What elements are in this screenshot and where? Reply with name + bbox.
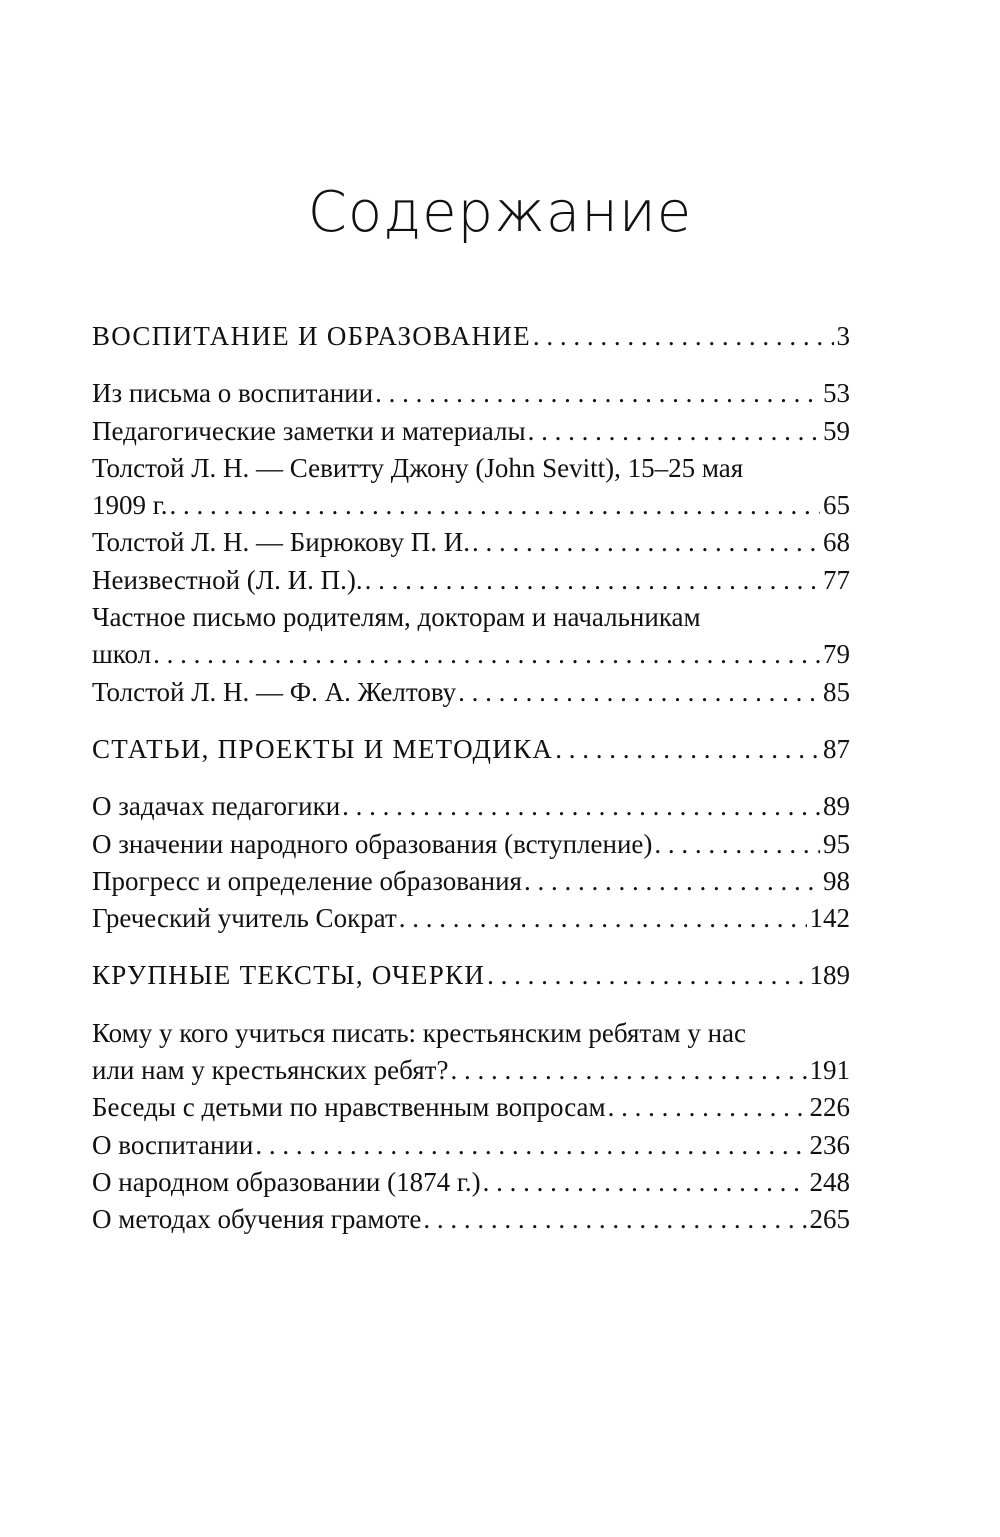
toc-page-number: 142 (809, 903, 850, 934)
toc-entry (92, 900, 850, 937)
dot-leader (533, 318, 834, 355)
toc-page-number: 95 (823, 828, 850, 859)
dot-leader (375, 375, 820, 412)
toc-entry-title: О воспитании (92, 1129, 254, 1160)
dot-leader (450, 1052, 806, 1089)
dot-leader (483, 1164, 807, 1201)
toc-page-number: 65 (823, 490, 850, 521)
toc-page-number: 77 (823, 564, 850, 595)
dot-leader (423, 1201, 806, 1238)
toc-entry-title-line1: Кому у кого учиться писать: крестьянским ребятам у нас (92, 1017, 746, 1048)
toc-page-number: 85 (823, 676, 850, 707)
toc-section (92, 957, 850, 994)
toc-entry (92, 450, 850, 525)
toc-entry-title-line1: Частное письмо родителям, докторам и начальникам (92, 602, 701, 633)
toc-page-number: 265 (809, 1204, 850, 1235)
toc-entry-title: Греческий учитель Сократ (92, 903, 397, 934)
dot-leader (365, 562, 820, 599)
dot-leader (255, 1127, 806, 1164)
dot-leader (458, 674, 820, 711)
toc-entry-title-line2: школ (92, 639, 152, 670)
toc-entry-title: Педагогические заметки и материалы (92, 415, 526, 446)
toc-entry (92, 599, 850, 674)
toc-entry-title: Толстой Л. Н. — Бирюкову П. И. (92, 527, 470, 558)
toc-entry (92, 1164, 850, 1201)
toc-page-number: 3 (836, 321, 850, 351)
toc-entry-title-line1: Толстой Л. Н. — Севитту Джону (John Sevitt), 15–25 мая (92, 452, 744, 483)
dot-leader (528, 413, 820, 450)
toc-entry (92, 826, 850, 863)
toc-entry (92, 1127, 850, 1164)
toc-entry (92, 863, 850, 900)
toc-entry (92, 562, 850, 599)
toc-page-number: 226 (809, 1092, 850, 1123)
dot-leader (524, 863, 820, 900)
dot-leader (472, 524, 820, 561)
toc-section-title: ВОСПИТАНИЕ И ОБРАЗОВАНИЕ (92, 321, 531, 351)
toc-entry (92, 375, 850, 412)
table-of-contents (92, 318, 850, 1239)
dot-leader (555, 731, 820, 768)
toc-page-number: 189 (809, 960, 850, 991)
toc-section-title: КРУПНЫЕ ТЕКСТЫ, ОЧЕРКИ (92, 960, 486, 991)
toc-entry (92, 674, 850, 711)
toc-entry-title: Неизвестной (Л. И. П.). (92, 564, 363, 595)
toc-entry (92, 1015, 850, 1090)
page-title: Содержание (307, 180, 693, 245)
toc-page-number: 87 (823, 733, 850, 764)
toc-entry (92, 788, 850, 825)
toc-entry-title: О народном образовании (1874 г.) (92, 1166, 481, 1197)
dot-leader (170, 487, 820, 524)
dot-leader (608, 1089, 807, 1126)
toc-page-number: 248 (809, 1166, 850, 1197)
toc-entry-title: О значении народного образования (вступление) (92, 828, 653, 859)
toc-section (92, 318, 850, 355)
toc-page-number: 59 (823, 415, 850, 446)
toc-page-number: 68 (823, 527, 850, 558)
toc-entry-title: О задачах педагогики (92, 791, 341, 822)
toc-entry-title: Беседы с детьми по нравственным вопросам (92, 1092, 606, 1123)
toc-page-number: 236 (809, 1129, 850, 1160)
toc-entry-title: Из письма о воспитании (92, 378, 374, 409)
toc-entry-title-line2: 1909 г. (92, 490, 168, 521)
toc-entry-title: Толстой Л. Н. — Ф. А. Желтову (92, 676, 457, 707)
toc-page-number: 89 (823, 791, 850, 822)
toc-entry (92, 413, 850, 450)
dot-leader (487, 957, 806, 994)
toc-section-title: СТАТЬИ, ПРОЕКТЫ И МЕТОДИКА (92, 733, 554, 764)
toc-page-number: 191 (809, 1055, 850, 1086)
toc-page-number: 79 (823, 639, 850, 670)
toc-entry-title: Прогресс и определение образования (92, 865, 522, 896)
toc-page-number: 98 (823, 865, 850, 896)
dot-leader (399, 900, 807, 937)
dot-leader (153, 636, 820, 673)
toc-entry-title: О методах обучения грамоте (92, 1204, 422, 1235)
toc-section (92, 731, 850, 768)
toc-entry (92, 524, 850, 561)
toc-entry-title-line2: или нам у крестьянских ребят? (92, 1055, 449, 1086)
toc-page-number: 53 (823, 378, 850, 409)
dot-leader (342, 788, 820, 825)
toc-entry (92, 1089, 850, 1126)
toc-entry (92, 1201, 850, 1238)
dot-leader (654, 826, 820, 863)
